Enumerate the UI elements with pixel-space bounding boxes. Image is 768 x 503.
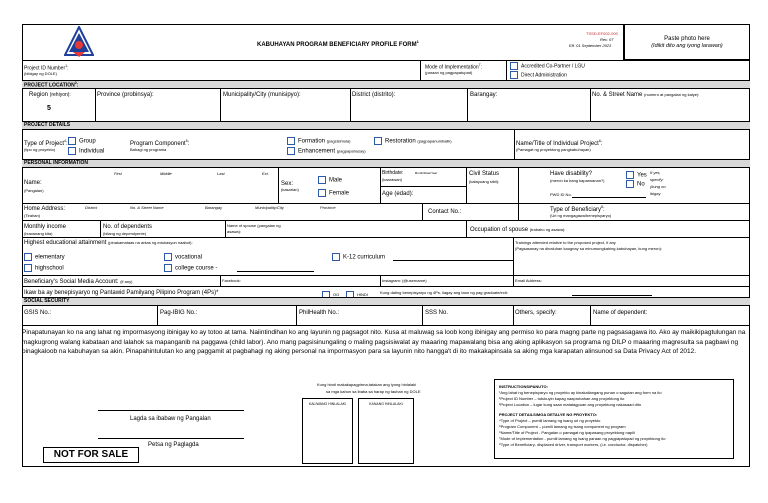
facebook-label: Facebook: <box>222 278 241 283</box>
barangay-label: Barangay: <box>470 92 498 98</box>
instruction-line: ²Project Location – lugar kung saan matatagpuan ang proyektong nakasaad dito <box>499 402 642 407</box>
trainings-label: Trainings attended relative to the proposed project, if any <box>515 240 616 245</box>
yes-checkbox[interactable] <box>626 171 634 179</box>
disability-sub: (meron ka bang kapansanan?) <box>550 178 605 183</box>
component-restoration[interactable]: Restoration (pagpapanumbalik) <box>374 137 452 145</box>
address-label: Home Address: <box>24 206 66 212</box>
male-checkbox[interactable] <box>318 176 326 184</box>
type-project-sub: (tipo ng proyekto) <box>24 147 56 152</box>
vocational-checkbox[interactable] <box>164 253 172 261</box>
restoration-checkbox[interactable] <box>374 137 382 145</box>
social-security-title: SOCIAL SECURITY <box>24 298 70 304</box>
trainings-sub: (Pagsasanay na dinaluhan kaugnay sa minumungkahing kabuhayan, kung meron): <box>515 246 662 251</box>
type-group[interactable]: Group <box>68 137 96 145</box>
addr-district: District <box>85 205 98 210</box>
income-label: Monthly income <box>24 224 67 230</box>
philhealth-label: PhilHealth No.: <box>299 310 340 316</box>
right-thumb-box[interactable] <box>358 398 414 464</box>
location-section <box>22 80 750 89</box>
left-thumb-box[interactable] <box>302 398 353 464</box>
pwd-label: PWD ID No. <box>550 192 572 197</box>
province-label: Province (probinsya): <box>97 92 154 98</box>
instruction-line: ⁷Mode of Implementation - pumili lamang ng isang paraan ng pagpapatupad ng proyektong ito <box>499 436 666 441</box>
instruction-line: ⁵Program Component – pumili lamang ng isang component ng program <box>499 424 626 429</box>
instructions-box <box>494 379 734 459</box>
birthdate-label: Birthdate: Month/Date/Year <box>382 170 438 176</box>
civil-status-label: Civil Status <box>469 171 500 177</box>
disability-no[interactable]: No <box>626 180 645 188</box>
personal-section-title: PERSONAL INFORMATION <box>24 160 88 166</box>
project-name-sub: (Pamagat ng proyektong pangkabuhayan) <box>516 147 591 152</box>
ext-label: Ext. <box>262 171 269 176</box>
name-label: Name: <box>24 180 42 186</box>
dependent-label: Name of dependent: <box>593 310 648 316</box>
not-for-sale-box <box>43 447 139 463</box>
group-checkbox[interactable] <box>68 137 76 145</box>
spouse-occupation-label: Occupation of spouse (trabaho ng asawa): <box>470 227 566 233</box>
personal-section <box>22 159 750 168</box>
declaration-text: Pinapatunayan ko na ang lahat ng impormasyong ibinigay ko ay totoo at tama. Naiintindihan ko ang layunin ng pagsagot nito. Kusa at maluwag sa loob kong ibinigay ang permiso ko para magng parte ng pagsasagawa ito. Ako ay maikikipagtulungan na magkugrong walang kabataan and lalahok sa mapanganib na paggawa (child labor). Ano mang pagsisinungaling o maling pagsisiwalat ay maaaring mapawalang bisa ang aking aplikasyon sa programa ng DILP o maaaring magresulta sa pagbawi ng pinagkaloob na kabuhayan sa akin. Pinapahintulutan ko ang paggamit at pagbahagi ng aking personal na impormasyon para sa layunin nito hangga't di ito makakapinsala sa aking mga karapatan alinsunod sa Data Privacy Act of 2012. <box>22 329 746 356</box>
yes-note-1: If yes, <box>650 170 661 175</box>
age-label: Age (edad): <box>382 191 414 197</box>
accredited-checkbox[interactable] <box>510 62 518 70</box>
disability-yes[interactable]: Yes <box>626 171 647 179</box>
pagibig-label: Pag-IBIG No.: <box>160 310 198 316</box>
income-sub: (buwanang kita) <box>24 231 53 236</box>
addr-province: Province <box>320 205 336 210</box>
form-rev: Rev. 07 <box>600 37 614 42</box>
mode-label: Mode of Implementation$^7$: <box>425 63 482 71</box>
region-value[interactable]: 5 <box>47 105 51 112</box>
sex-male[interactable]: Male <box>318 176 342 184</box>
project-name-label: Name/Title of Individual Project$^6$: <box>516 139 603 147</box>
fourps-hindi[interactable]: HINDI <box>346 291 368 299</box>
address-sub: (Tirahan) <box>24 213 41 218</box>
last-label: Last <box>217 171 225 176</box>
not-for-sale-text: NOT FOR SALE <box>53 449 129 460</box>
details-section-title: PROJECT DETAILS <box>24 122 71 128</box>
instruction-line: ¹Project ID Number – tutukuyin kapag naaprubahan ang proyektong ito <box>499 396 625 401</box>
instruction-line: ¹Ang lahat ng benepisyaryo ng proyekto ay kinakailangang punan o sagutan ang form na ito <box>499 390 662 395</box>
middle-label: Middle <box>160 171 172 176</box>
left-thumb-label: KALIWANG HINLALAKI <box>308 402 347 406</box>
fourps-oo[interactable]: OO <box>322 291 339 299</box>
spouse-label-2: asawa): <box>227 229 242 234</box>
dependents-sub: (bilang ng dependyente) <box>103 231 147 236</box>
beneficiary-type-label: Type of Beneficiary$^8$: <box>550 205 605 213</box>
edu-college[interactable]: college course - <box>164 264 217 272</box>
photo-sub: (Idikit dito ang iyong larawan) <box>651 43 723 49</box>
yes-note-4: ibigay <box>650 191 661 196</box>
beneficiary-type-sub: (Uri ng mangagawa/benepisyaryo) <box>550 213 612 218</box>
municipality-label: Municipality/City (munisipyo): <box>223 92 301 98</box>
street-label: No. & Street Name (numero at pangalan ng kalye): <box>592 92 700 98</box>
yes-note-3: (kung oo <box>650 184 666 189</box>
addr-barangay: Barangay <box>205 205 223 210</box>
form-effectivity: Eff. 01 September 2023 <box>569 43 612 48</box>
female-checkbox[interactable] <box>318 189 326 197</box>
sss-label: SSS No. <box>425 310 449 316</box>
instagram-label: Instagram: (@username) <box>382 278 427 283</box>
form-code: TSSD-EF002-000 <box>586 31 618 36</box>
fourps-note: Kung dating benepisyaryo ng 4Ps, ilagay ang taon ng pag graduate/exit: <box>380 290 508 295</box>
thumb-note-2: sa mga kahon sa ibaba sa harap ng tauhan ng DOLE <box>326 389 421 394</box>
social-security-section <box>22 297 750 306</box>
education-label: Highest educational attainment (pinakamataas na antas ng edukasyon naabot): <box>24 240 193 246</box>
signature-label: Lagda sa ibabaw ng Pangalan <box>130 416 211 422</box>
component-formation[interactable]: Formation (pagsisimula) <box>287 137 350 145</box>
component-sub: Bahagi ng programa <box>130 147 167 152</box>
fourps-question: Ikaw ba ay benepisyaryo ng Pantawid Pamilyang Pilipino Program (4Ps)* <box>24 290 219 296</box>
instructions-title-2: PROJECT DETAILS/MGA DETALYE NG PROYEKTO: <box>499 412 598 417</box>
email-label: Email Address: <box>515 278 542 283</box>
region-label: Region (rehiyon): <box>29 92 71 98</box>
others-label: Others, specify: <box>515 310 557 316</box>
highschool-checkbox[interactable] <box>24 264 32 272</box>
thumb-note-1: Kung hindi makakapagpirma,tatakan ang iyong hinlalaki <box>317 382 416 387</box>
component-label: Program Component$^5$: <box>130 139 190 147</box>
yes-note-2: specify: <box>650 177 664 182</box>
sex-sub: (kasarian) <box>281 187 299 192</box>
spouse-label: Name of spouse (pangalan ng <box>227 223 281 228</box>
birthdate-sub: (kaarawan) <box>382 177 403 182</box>
instruction-line: ⁶Name/Title of Project - Pangalan o pamagat ng ipapasang proyektong napili <box>499 430 635 435</box>
photo-box[interactable] <box>624 24 750 60</box>
addr-municipality: Municipality/City <box>255 205 284 210</box>
type-individual[interactable]: Individual <box>68 147 104 155</box>
photo-label: Paste photo here <box>664 36 710 42</box>
gsis-label: GSIS No.: <box>24 310 52 316</box>
dole-logo-icon <box>64 26 94 58</box>
individual-checkbox[interactable] <box>68 147 76 155</box>
right-thumb-label: KANANG HINLALAKI <box>369 402 403 406</box>
dependents-label: No. of dependents <box>103 224 153 230</box>
civil-status-sub: (katayuang sibil): <box>469 179 500 184</box>
enhancement-checkbox[interactable] <box>287 147 295 155</box>
edu-highschool[interactable]: highschool <box>24 264 64 272</box>
formation-checkbox[interactable] <box>287 137 295 145</box>
direct-checkbox[interactable] <box>510 71 518 79</box>
sex-label: Sex: <box>281 181 294 187</box>
sex-female[interactable]: Female <box>318 189 349 197</box>
contact-label: Contact No.: <box>428 209 462 215</box>
mode-accredited[interactable]: Accredited Co-Partner / LGU <box>510 62 585 70</box>
college-checkbox[interactable] <box>164 264 172 272</box>
name-sub: (Pangalan) <box>24 188 44 193</box>
district-label: District (distrito): <box>352 92 396 98</box>
first-label: First <box>114 171 122 176</box>
instructions-title: INSTRUCTIONS/PANUTO: <box>499 384 548 389</box>
disability-label: Have disability? <box>550 171 593 177</box>
component-enhancement[interactable]: Enhancement (pagpapahusay) <box>287 147 366 155</box>
type-project-label: Type of Project$^4$: <box>24 139 68 147</box>
no-checkbox[interactable] <box>626 180 634 188</box>
details-section <box>22 121 750 130</box>
edu-vocational[interactable]: vocational <box>164 253 202 261</box>
mode-sub: (paraan ng pagpapatupad) <box>425 70 473 75</box>
location-section-title: PROJECT LOCATION$^2$: <box>24 81 79 89</box>
edu-elementary[interactable]: elementary <box>24 253 65 261</box>
form-title: KABUHAYAN PROGRAM BENEFICIARY PROFILE FORM$^1$ <box>257 39 419 48</box>
addr-street: No. & Street Name <box>130 205 164 210</box>
mode-direct[interactable]: Direct Administration <box>510 71 567 79</box>
edu-k12[interactable]: K-12 curriculum <box>332 253 385 261</box>
k12-checkbox[interactable] <box>332 253 340 261</box>
elementary-checkbox[interactable] <box>24 253 32 261</box>
instruction-line: ⁸Type of Beneficiary- displaced driver, transport workers, (i.e. conductor, dispatcher) <box>499 442 648 447</box>
instruction-line: ⁴Type of Project – pumili lamang ng isang uri ng proyekto <box>499 418 601 423</box>
social-media-label: Beneficiary's Social Media Account: (if any) <box>24 279 133 285</box>
project-id-sub: (bibigay ng DOLE) <box>24 71 57 76</box>
date-signed-label: Petsa ng Paglagda <box>148 442 199 448</box>
project-id-label: Project ID Number$^1$: <box>24 64 69 72</box>
